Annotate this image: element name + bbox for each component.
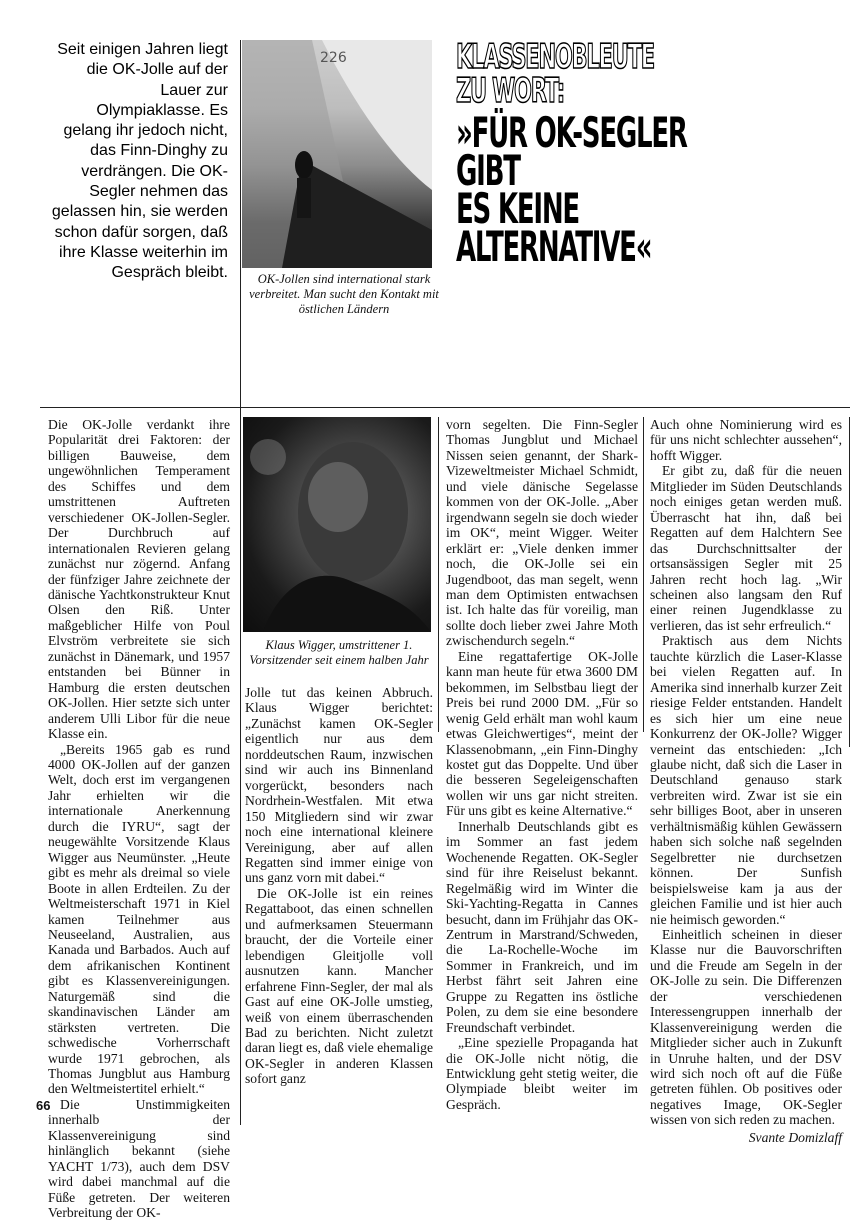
headline-block [456, 37, 716, 271]
photo2-caption: Klaus Wigger, umstrittener 1. Vorsitzender seit einem halben Jahr [249, 638, 429, 667]
paragraph: Die OK-Jolle verdankt ihre Popularität drei Faktoren: der billigen Bauweise, dem ungewöhnlichen Temperament des Schiffes und dem umstrittenen Auftreten verschiedener OK-Jollen-Segler. Der Durchbruch auf internationalen Revieren gelang zunächst nur zögernd. Anfang der fünfziger Jahre zeichnete der dänische Yachtkonstrukteur Knut Olsen den Riß. Unter maßgeblicher Hilfe von Poul Elvström verbreitete sie sich zunächst in Dänemark, und 1957 entstanden bei Bünner in Hamburg die ersten deutschen OK-Jollen. Hier setzte sich unter anderem Ulli Libor für die neue Klasse ein. [48, 417, 230, 742]
sail-illustration [242, 40, 432, 268]
intro-teaser [50, 40, 228, 284]
article-column-1 [48, 417, 230, 1221]
kicker-line-1: KLASSENOBLEUTE [456, 37, 654, 77]
intro-text: Seit einigen Jahren liegt die OK-Jolle auf der Lauer zur Olympiaklasse. Es gelang ihr jedoch nicht, das Finn-Dinghy zu verdrängen. Die OK-Segler nehmen das gelassen hin, sie werden schon dafür sorgen, daß ihre Klasse weiterhin im Gespräch bleibt. [51, 41, 228, 282]
title-line-1: »FÜR OK-SEGLER GIBT [456, 108, 687, 195]
paragraph: Einheitlich scheinen in dieser Klasse nur die Bauvorschriften und die Freude am Segeln in der OK-Jolle zu sein. Die Differenzen der verschiedenen Interessengruppen innerhalb der Klassenvereinigung werden die Mitglieder sicher auch in Zukunft in Unruhe halten, und der DSV wird sich noch oft auf die Füße getreten fühlen. Ob positives oder negatives Image, OK-Segler wissen von sich reden zu machen. [650, 926, 842, 1128]
paragraph: Jolle tut das keinen Abbruch. Klaus Wigger berichtet: „Zunächst kamen OK-Segler eigentlich nur aus dem norddeutschen Raum, inzwischen sind wir auch ins Binnenland vorgerückt, besonders nach Nordrhein-Westfalen. Mit etwa 150 Mitgliedern sind wir zwar noch eine international kleinere Vereinigung, aber auf allen Regatten sind immer einige von uns ganz vorn mit dabei.“ [245, 685, 433, 886]
author-byline: Svante Domizlaff [748, 1129, 842, 1145]
kicker-line-2: ZU WORT: [456, 71, 564, 111]
article-column-4 [650, 417, 842, 1145]
title-line-2: ES KEINE [456, 184, 579, 233]
sailboat-photo [242, 40, 432, 268]
paragraph: Praktisch aus dem Nichts tauchte kürzlich die Laser-Klasse bei vielen Regatten auf. In Amerika sind innerhalb kurzer Zeit riesige Felder entstanden. Handelt es sich hier um eine neue Konkurrenz der OK-Jolle? Wigger verneint das entschieden: „Ich glaube nicht, daß sich die Laser in Deutschland genauso stark verbreiten wird. Zwar ist sie ein sehr billiges Boot, aber in unseren verhältnismäßig kühlen Gewässern haben sich solche naß segelnden Segelbretter nie durchsetzen können. Der Sunfish beispielsweise kam ja aus der gleichen Familie und ist hier auch nie heimisch geworden.“ [650, 633, 842, 927]
paragraph: „Eine spezielle Propaganda hat die OK-Jolle nicht nötig, die Entwicklung geht stetig weiter, die Olympiade bleibt weiter im Gespräch. [446, 1035, 638, 1112]
paragraph: Innerhalb Deutschlands gibt es im Sommer an fast jedem Wochenende Regatten. OK-Segler sind für ihre Reiselust bekannt. Regelmäßig wird im Winter die Ski-Yachting-Regatta in Cannes besucht, dann im Frühjahr das OK-Zentrum in Marstrand/Schweden, die La-Rochelle-Woche im Sommer in Frankreich, und im Herbst fährt seit Jahren eine Gruppe zu Regatten ins östliche Polen, zu dem sie eine besondere Freundschaft verbindet. [446, 818, 638, 1035]
column-rule [643, 417, 644, 732]
column-rule [849, 417, 850, 747]
headline-kicker [456, 37, 716, 111]
sail-number: 226 [320, 50, 347, 66]
paragraph: „Bereits 1965 gab es rund 4000 OK-Jollen auf der ganzen Welt, doch erst im vergangenen Jahr erhielten wir die internationale Anerkennung durch die IYRU“, sagt der neugewählte Vorsitzende Klaus Wigger aus Neumünster. „Heute gibt es mehr als dreimal so viele Boote in allen Erdteilen. Zu der Weltmeisterschaft 1971 in Kiel kamen Teilnehmer aus Neuseeland, Australien, aus Kanada und Barbados. Auch auf dem afrikanischen Kontinent gibt es Klassenvereinigungen. Naturgemäß sind die skandinavischen Länder am stärksten vertreten. Die schwedische Vorherrschaft wurde 1971 gebrochen, als Thomas Jungblut aus Hamburg den Weltmeistertitel erhielt.“ [48, 741, 230, 1097]
paragraph: vorn segelten. Die Finn-Segler Thomas Jungblut und Michael Nissen seien genannt, der Shark-Vizeweltmeister Michael Schmidt, und viele dänische Segelasse kommen von der OK-Jolle. „Aber irgendwann segeln sie doch wieder im OK“, meint Wigger. Weiter erklärt er: „Viele denken immer noch, die OK-Jolle sei ein Jugendboot, das man segelt, wenn man dem Optimisten entwachsen ist. Ich halte das für voreilig, man sollte doch lieber zwei Jahre Moth zwischendurch segeln.“ [446, 417, 638, 649]
photo1-caption: OK-Jollen sind international stark verbreitet. Man sucht den Kontakt mit östlichen Ländern [249, 272, 439, 316]
page-number: 66 [36, 1098, 51, 1113]
title-line-3: ALTERNATIVE« [456, 222, 652, 271]
article-column-3 [446, 417, 638, 1112]
paragraph: Eine regattafertige OK-Jolle kann man heute für etwa 3600 DM bekommen, im Selbstbau liegt der Preis bei rund 2000 DM. „Für so wenig Geld erhält man wohl kaum etwas Gleichwertiges“, meint der Klassenobmann, „ein Finn-Dinghy kostet gut das Doppelte. Und über die besseren Segeleigenschaften wollen wir uns gar nicht streiten. Für uns gibt es keine Alternative.“ [446, 648, 638, 819]
column-rule [438, 417, 439, 732]
portrait-photo [243, 417, 431, 632]
paragraph: Die Unstimmigkeiten innerhalb der Klassenvereinigung sind hinlänglich bekannt (siehe YACHT 1/73), auch dem DSV wird dabei manchmal auf die Füße getreten. Der weiteren Verbreitung der OK- [48, 1096, 230, 1221]
portrait-illustration [243, 417, 431, 632]
section-rule [40, 407, 850, 408]
paragraph: Die OK-Jolle ist ein reines Regattaboot, das einen schnellen und aufmerksamen Steuermann braucht, der die Vorteile einer lebendigen Gleitjolle voll ausnutzen kann. Mancher erfahrene Finn-Segler, der mal als Gast auf eine OK-Jolle umstieg, weiß von einem überraschenden Bad zu berichten. Nicht zuletzt daran liegt es, daß viele ehemalige OK-Segler in anderen Klassen sofort ganz [245, 885, 433, 1087]
paragraph: Er gibt zu, daß für die neuen Mitglieder im Süden Deutschlands noch einiges getan werden muß. Überrascht hat ihn, daß bei Regatten auf dem Halchtern See das Durchschnittsalter der ortsansässigen Segler mit 25 Jahren recht hoch lag. „Wir scheinen also langsam den Ruf einer reinen Jugendklasse zu verlieren, das ist sehr erfreulich.“ [650, 463, 842, 633]
headline-title [456, 108, 716, 271]
article-column-2 [245, 685, 433, 1087]
column-rule [240, 40, 241, 1125]
paragraph: Auch ohne Nominierung wird es für uns nicht schlechter aussehen“, hofft Wigger. [650, 417, 842, 463]
